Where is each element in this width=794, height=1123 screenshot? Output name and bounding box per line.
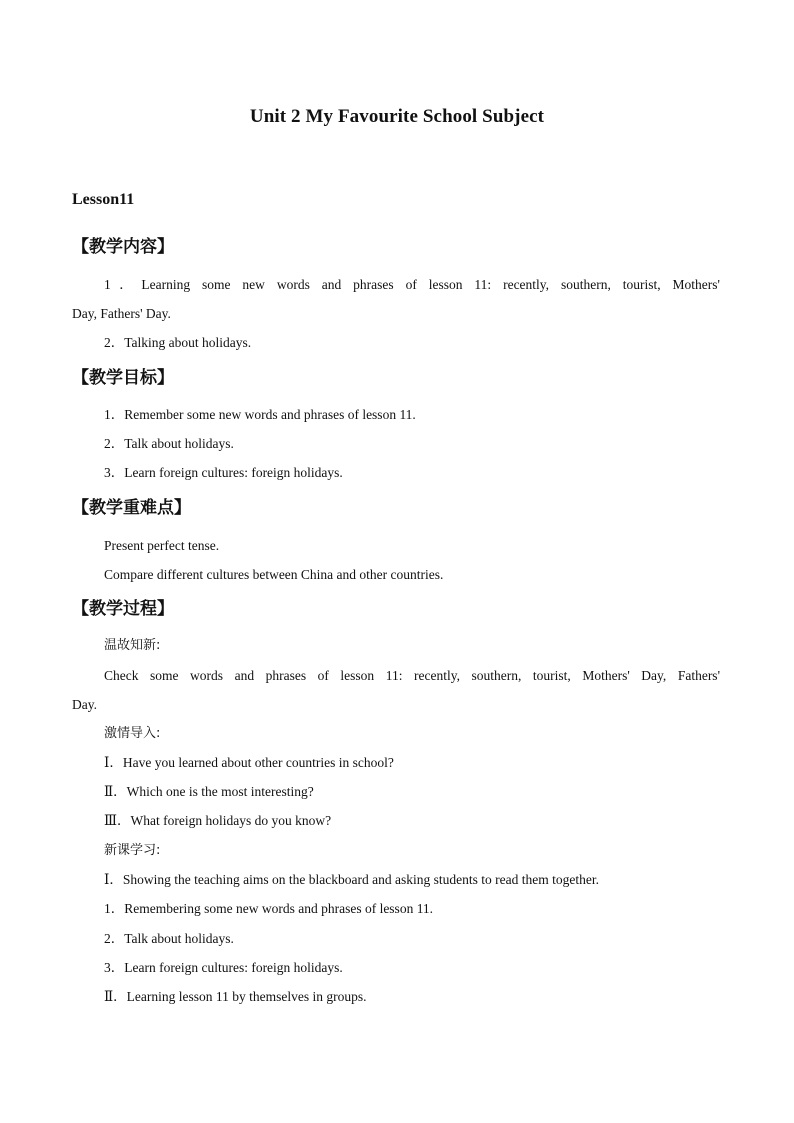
review-label: 温故知新: (104, 638, 161, 653)
aims-heading: 【教学目标】 (72, 368, 174, 388)
content-item-1-cont: Day, Fathers' Day. (72, 306, 171, 321)
intro-question-2: Ⅱ．Which one is the most interesting? (104, 784, 314, 799)
review-text-cont: Day. (72, 697, 97, 712)
content-item-2: 2．Talking about holidays. (104, 335, 252, 350)
review-text: Check some words and phrases of lesson 11: recently, southern, tourist, Mothers' Day, Fathers' (104, 668, 720, 683)
intro-question-1: Ⅰ．Have you learned about other countries in school? (104, 755, 394, 770)
aims-item-2: 2．Talk about holidays. (104, 436, 234, 451)
new-lesson-step-2: Ⅱ．Learning lesson 11 by themselves in groups. (104, 989, 367, 1004)
intro-label: 激情导入: (104, 726, 161, 741)
new-lesson-step-1: Ⅰ．Showing the teaching aims on the blackboard and asking students to read them together. (104, 872, 599, 887)
content-heading: 【教学内容】 (72, 237, 174, 257)
key-point-2: Compare different cultures between China and other countries. (104, 567, 444, 582)
new-lesson-sub-3: 3．Learn foreign cultures: foreign holidays. (104, 960, 343, 975)
new-lesson-sub-1: 1．Remembering some new words and phrases of lesson 11. (104, 901, 434, 916)
content-item-1: 1．Learning some new words and phrases of lesson 11: recently, southern, tourist, Mothers' (104, 277, 720, 292)
intro-question-3: Ⅲ．What foreign holidays do you know? (104, 813, 332, 828)
new-lesson-sub-2: 2．Talk about holidays. (104, 931, 234, 946)
document-title: Unit 2 My Favourite School Subject (249, 106, 545, 127)
key-points-heading: 【教学重难点】 (72, 498, 191, 518)
key-point-1: Present perfect tense. (104, 538, 220, 553)
process-heading: 【教学过程】 (72, 599, 174, 619)
aims-item-1: 1．Remember some new words and phrases of lesson 11. (104, 407, 416, 422)
lesson-label: Lesson11 (72, 191, 135, 208)
aims-item-3: 3．Learn foreign cultures: foreign holidays. (104, 465, 343, 480)
new-lesson-label: 新课学习: (104, 843, 161, 858)
